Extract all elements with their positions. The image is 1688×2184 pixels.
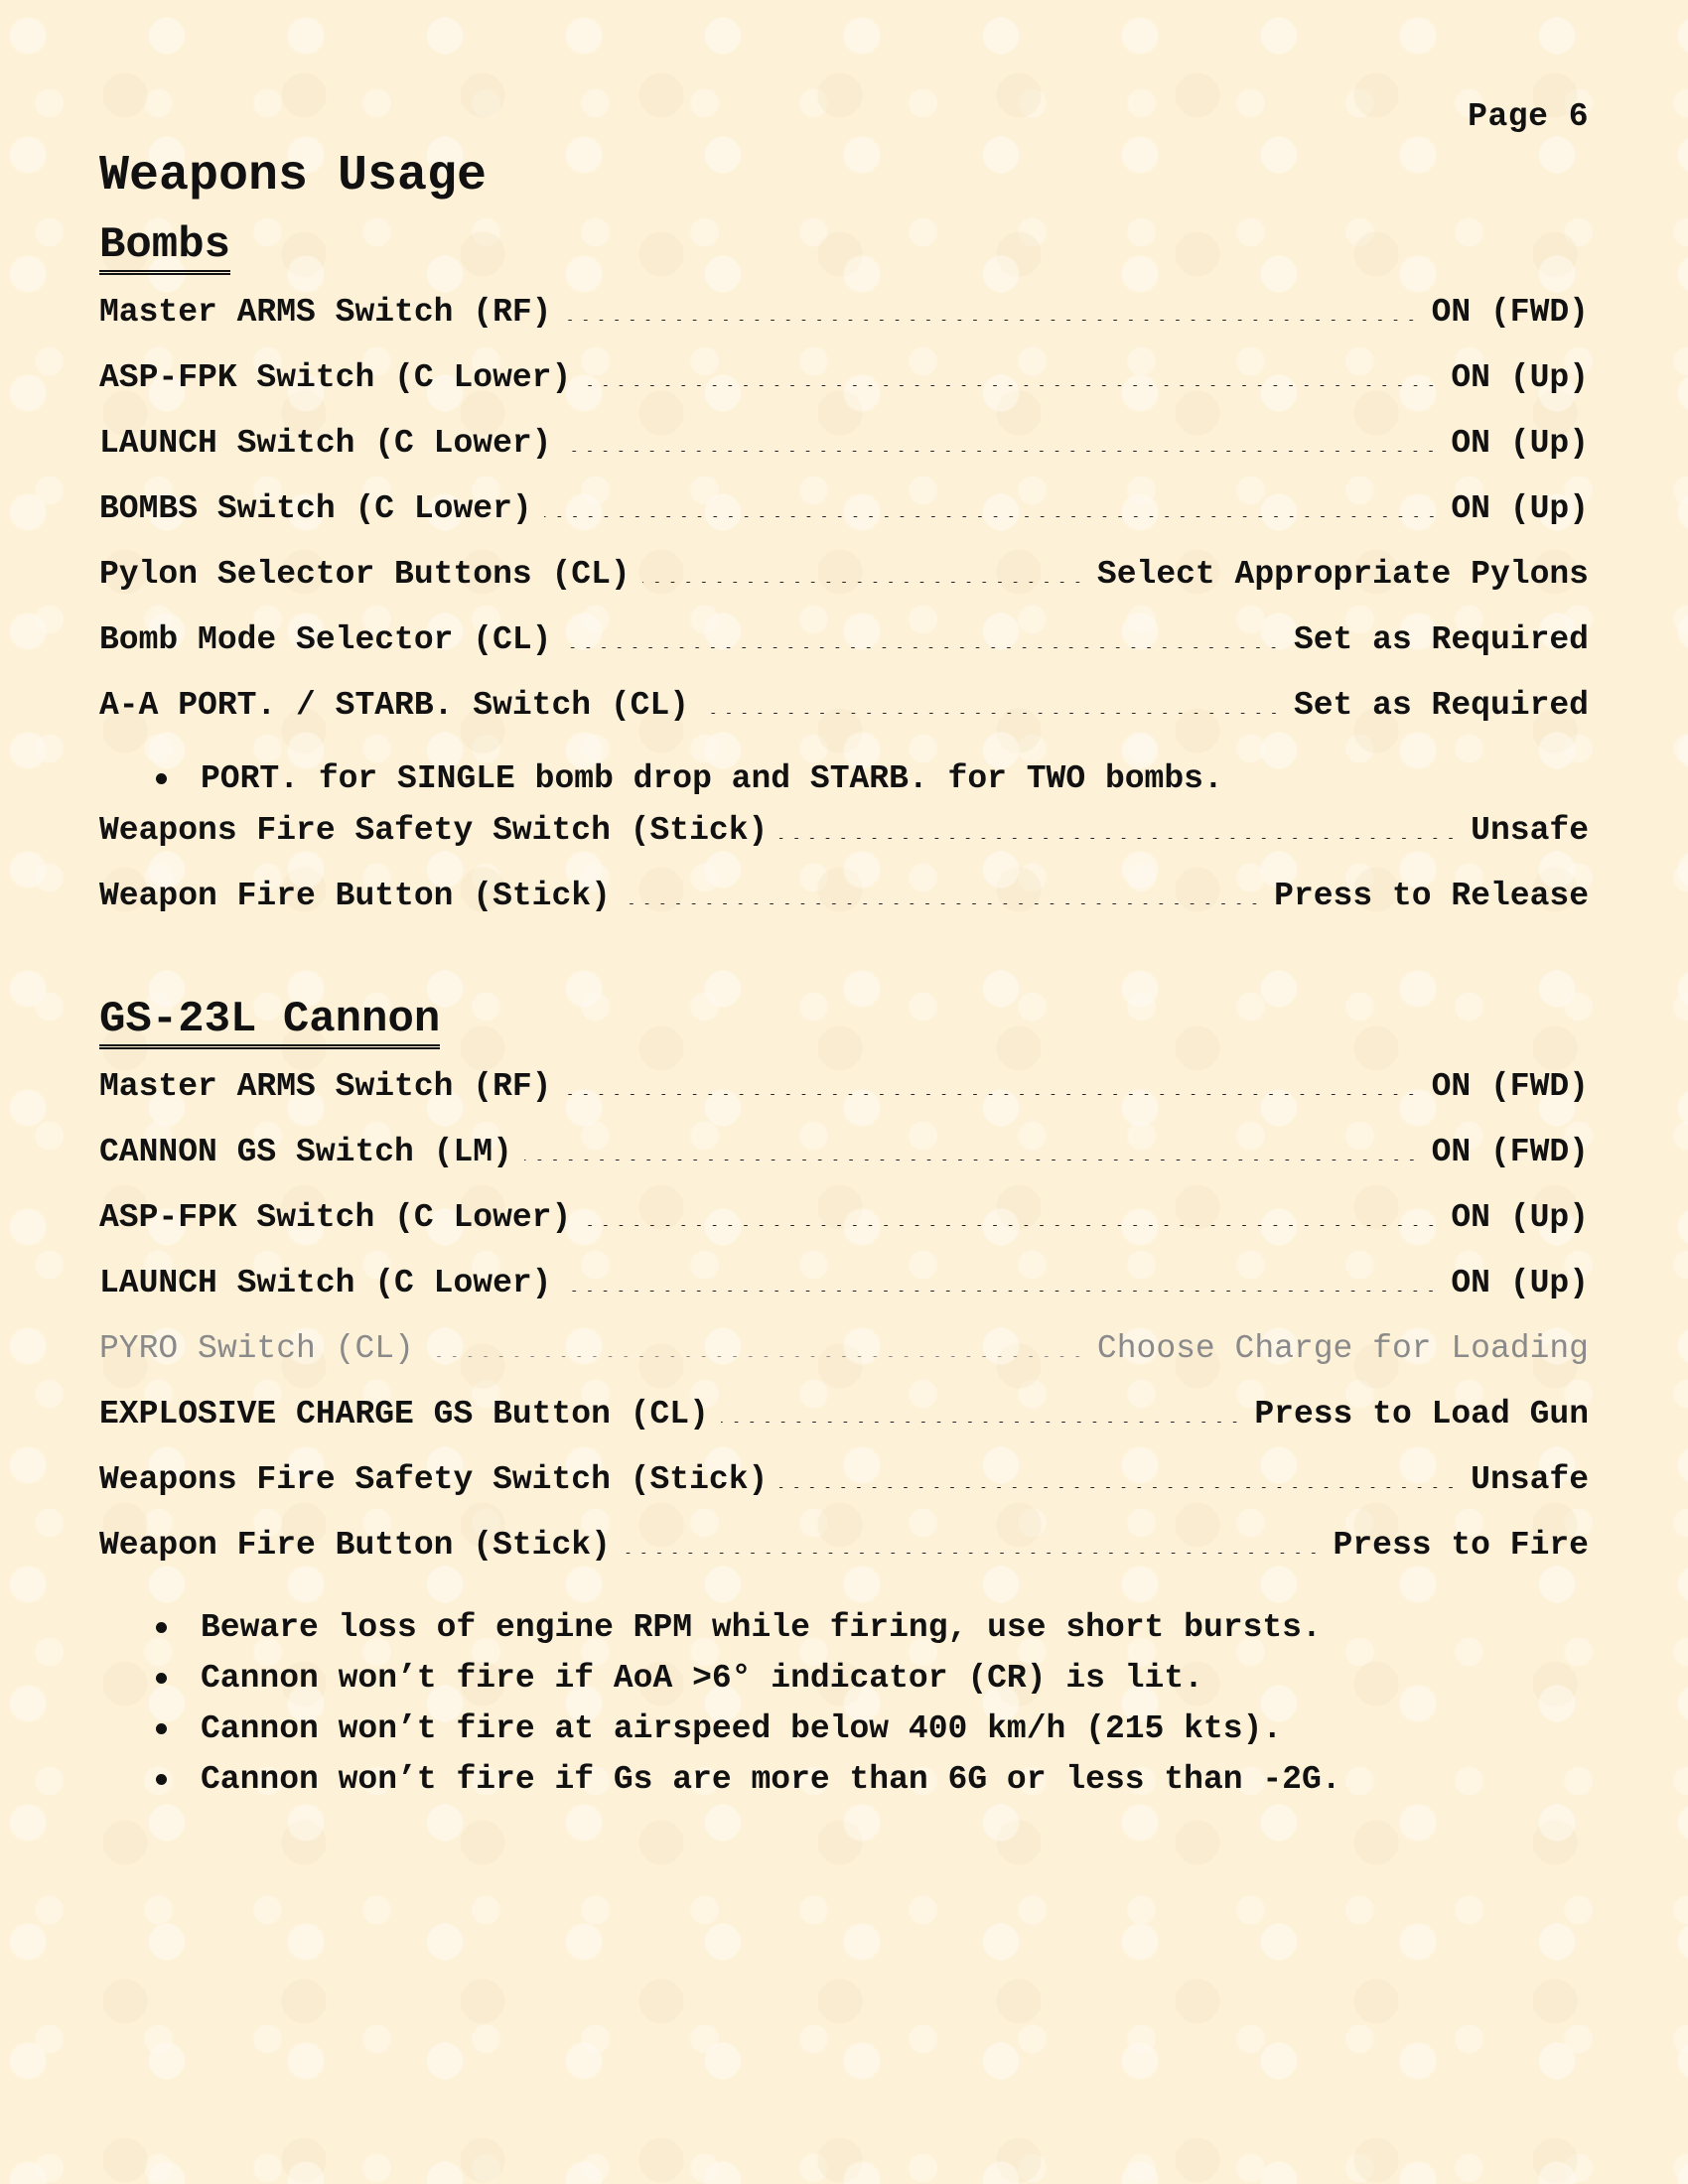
- checklist-item-label: EXPLOSIVE CHARGE GS Button (CL): [99, 1396, 709, 1433]
- cannon-note-text: Cannon won’t fire if AoA >6° indicator (CR) is lit.: [201, 1660, 1203, 1697]
- checklist-item-action: Choose Charge for Loading: [1096, 1330, 1589, 1367]
- cannon-checklist-row: [99, 1527, 1589, 1592]
- bombs-heading: Bombs: [99, 220, 230, 275]
- checklist-item-action: ON (FWD): [1431, 294, 1589, 331]
- checklist-item-label: LAUNCH Switch (C Lower): [99, 1265, 552, 1301]
- cannon-checklist: [99, 1068, 1589, 1592]
- checklist-item-action: Set as Required: [1293, 687, 1589, 724]
- checklist-item-action: Press to Release: [1274, 878, 1589, 914]
- document-title: Weapons Usage: [99, 148, 488, 205]
- bombs-checklist-continued: [99, 812, 1589, 943]
- dot-leader: [721, 1422, 1242, 1423]
- cannon-checklist-row: [99, 1068, 1589, 1134]
- cannon-section: [99, 995, 1589, 1805]
- checklist-item-label: A-A PORT. / STARB. Switch (CL): [99, 687, 690, 724]
- bombs-notes: [99, 747, 1589, 812]
- dot-leader: [623, 903, 1262, 904]
- checklist-item-action: ON (Up): [1451, 1199, 1589, 1236]
- cannon-checklist-row: [99, 1461, 1589, 1527]
- bombs-note-text: PORT. for SINGLE bomb drop and STARB. for TWO bombs.: [201, 760, 1223, 797]
- checklist-item-action: ON (FWD): [1431, 1134, 1589, 1170]
- bullet-icon: [156, 1673, 167, 1684]
- dot-leader: [642, 582, 1085, 583]
- bombs-section: [99, 220, 1589, 943]
- cannon-note: [99, 1653, 1589, 1704]
- dot-leader: [779, 838, 1459, 839]
- cannon-heading: GS-23L Cannon: [99, 995, 440, 1049]
- bombs-checklist-row: [99, 878, 1589, 943]
- checklist-item-label: LAUNCH Switch (C Lower): [99, 425, 552, 462]
- cannon-checklist-row: [99, 1265, 1589, 1330]
- bombs-checklist: [99, 294, 1589, 752]
- cannon-notes: [99, 1602, 1589, 1805]
- bombs-checklist-row: [99, 621, 1589, 687]
- bombs-checklist-row: [99, 556, 1589, 621]
- dot-leader: [544, 516, 1440, 517]
- bombs-checklist-row: [99, 812, 1589, 878]
- bombs-checklist-row: [99, 294, 1589, 359]
- checklist-item-label: PYRO Switch (CL): [99, 1330, 414, 1367]
- checklist-item-label: ASP-FPK Switch (C Lower): [99, 1199, 572, 1236]
- cannon-note: [99, 1602, 1589, 1653]
- checklist-item-action: ON (Up): [1451, 425, 1589, 462]
- checklist-item-action: Press to Load Gun: [1254, 1396, 1589, 1433]
- cannon-checklist-row: [99, 1396, 1589, 1461]
- checklist-item-action: ON (Up): [1451, 490, 1589, 527]
- checklist-item-label: Pylon Selector Buttons (CL): [99, 556, 631, 593]
- checklist-item-label: Bomb Mode Selector (CL): [99, 621, 552, 658]
- checklist-item-label: Weapons Fire Safety Switch (Stick): [99, 1461, 769, 1498]
- dot-leader: [563, 1094, 1419, 1095]
- dot-leader: [563, 320, 1419, 321]
- checklist-item-label: Weapons Fire Safety Switch (Stick): [99, 812, 769, 849]
- cannon-note: [99, 1704, 1589, 1754]
- checklist-item-action: Unsafe: [1471, 1461, 1589, 1498]
- checklist-item-action: ON (Up): [1451, 1265, 1589, 1301]
- checklist-item-action: Select Appropriate Pylons: [1096, 556, 1589, 593]
- cannon-checklist-row: [99, 1199, 1589, 1265]
- dot-leader: [563, 1291, 1439, 1292]
- cannon-note-text: Cannon won’t fire at airspeed below 400 km/h (215 kts).: [201, 1710, 1283, 1747]
- checklist-item-label: ASP-FPK Switch (C Lower): [99, 359, 572, 396]
- bombs-checklist-row: [99, 490, 1589, 556]
- checklist-item-label: CANNON GS Switch (LM): [99, 1134, 512, 1170]
- bombs-checklist-row: [99, 425, 1589, 490]
- cannon-checklist-row: [99, 1134, 1589, 1199]
- dot-leader: [563, 647, 1281, 648]
- cannon-note-text: Beware loss of engine RPM while firing, use short bursts.: [201, 1609, 1322, 1646]
- dot-leader: [779, 1487, 1459, 1488]
- bombs-checklist-row: [99, 687, 1589, 752]
- bullet-icon: [156, 1622, 167, 1633]
- checklist-item-action: Set as Required: [1293, 621, 1589, 658]
- document-page: [99, 94, 1589, 1805]
- cannon-note-text: Cannon won’t fire if Gs are more than 6G or less than -2G.: [201, 1761, 1341, 1798]
- checklist-item-action: Press to Fire: [1333, 1527, 1589, 1564]
- bombs-checklist-row: [99, 359, 1589, 425]
- dot-leader: [426, 1356, 1085, 1357]
- checklist-item-action: ON (FWD): [1431, 1068, 1589, 1105]
- page-number: Page 6: [1468, 98, 1589, 135]
- checklist-item-label: BOMBS Switch (C Lower): [99, 490, 532, 527]
- checklist-item-label: Weapon Fire Button (Stick): [99, 1527, 611, 1564]
- dot-leader: [583, 1225, 1439, 1226]
- checklist-item-action: Unsafe: [1471, 812, 1589, 849]
- dot-leader: [701, 713, 1282, 714]
- dot-leader: [583, 385, 1439, 386]
- checklist-item-action: ON (Up): [1451, 359, 1589, 396]
- checklist-item-label: Master ARMS Switch (RF): [99, 294, 552, 331]
- bombs-note: [99, 747, 1589, 812]
- checklist-item-label: Weapon Fire Button (Stick): [99, 878, 611, 914]
- bullet-icon: [156, 1774, 167, 1785]
- dot-leader: [563, 451, 1439, 452]
- bullet-icon: [156, 1723, 167, 1734]
- cannon-note: [99, 1754, 1589, 1805]
- cannon-checklist-row: [99, 1330, 1589, 1396]
- dot-leader: [623, 1553, 1322, 1554]
- checklist-item-label: Master ARMS Switch (RF): [99, 1068, 552, 1105]
- bullet-icon: [156, 773, 167, 784]
